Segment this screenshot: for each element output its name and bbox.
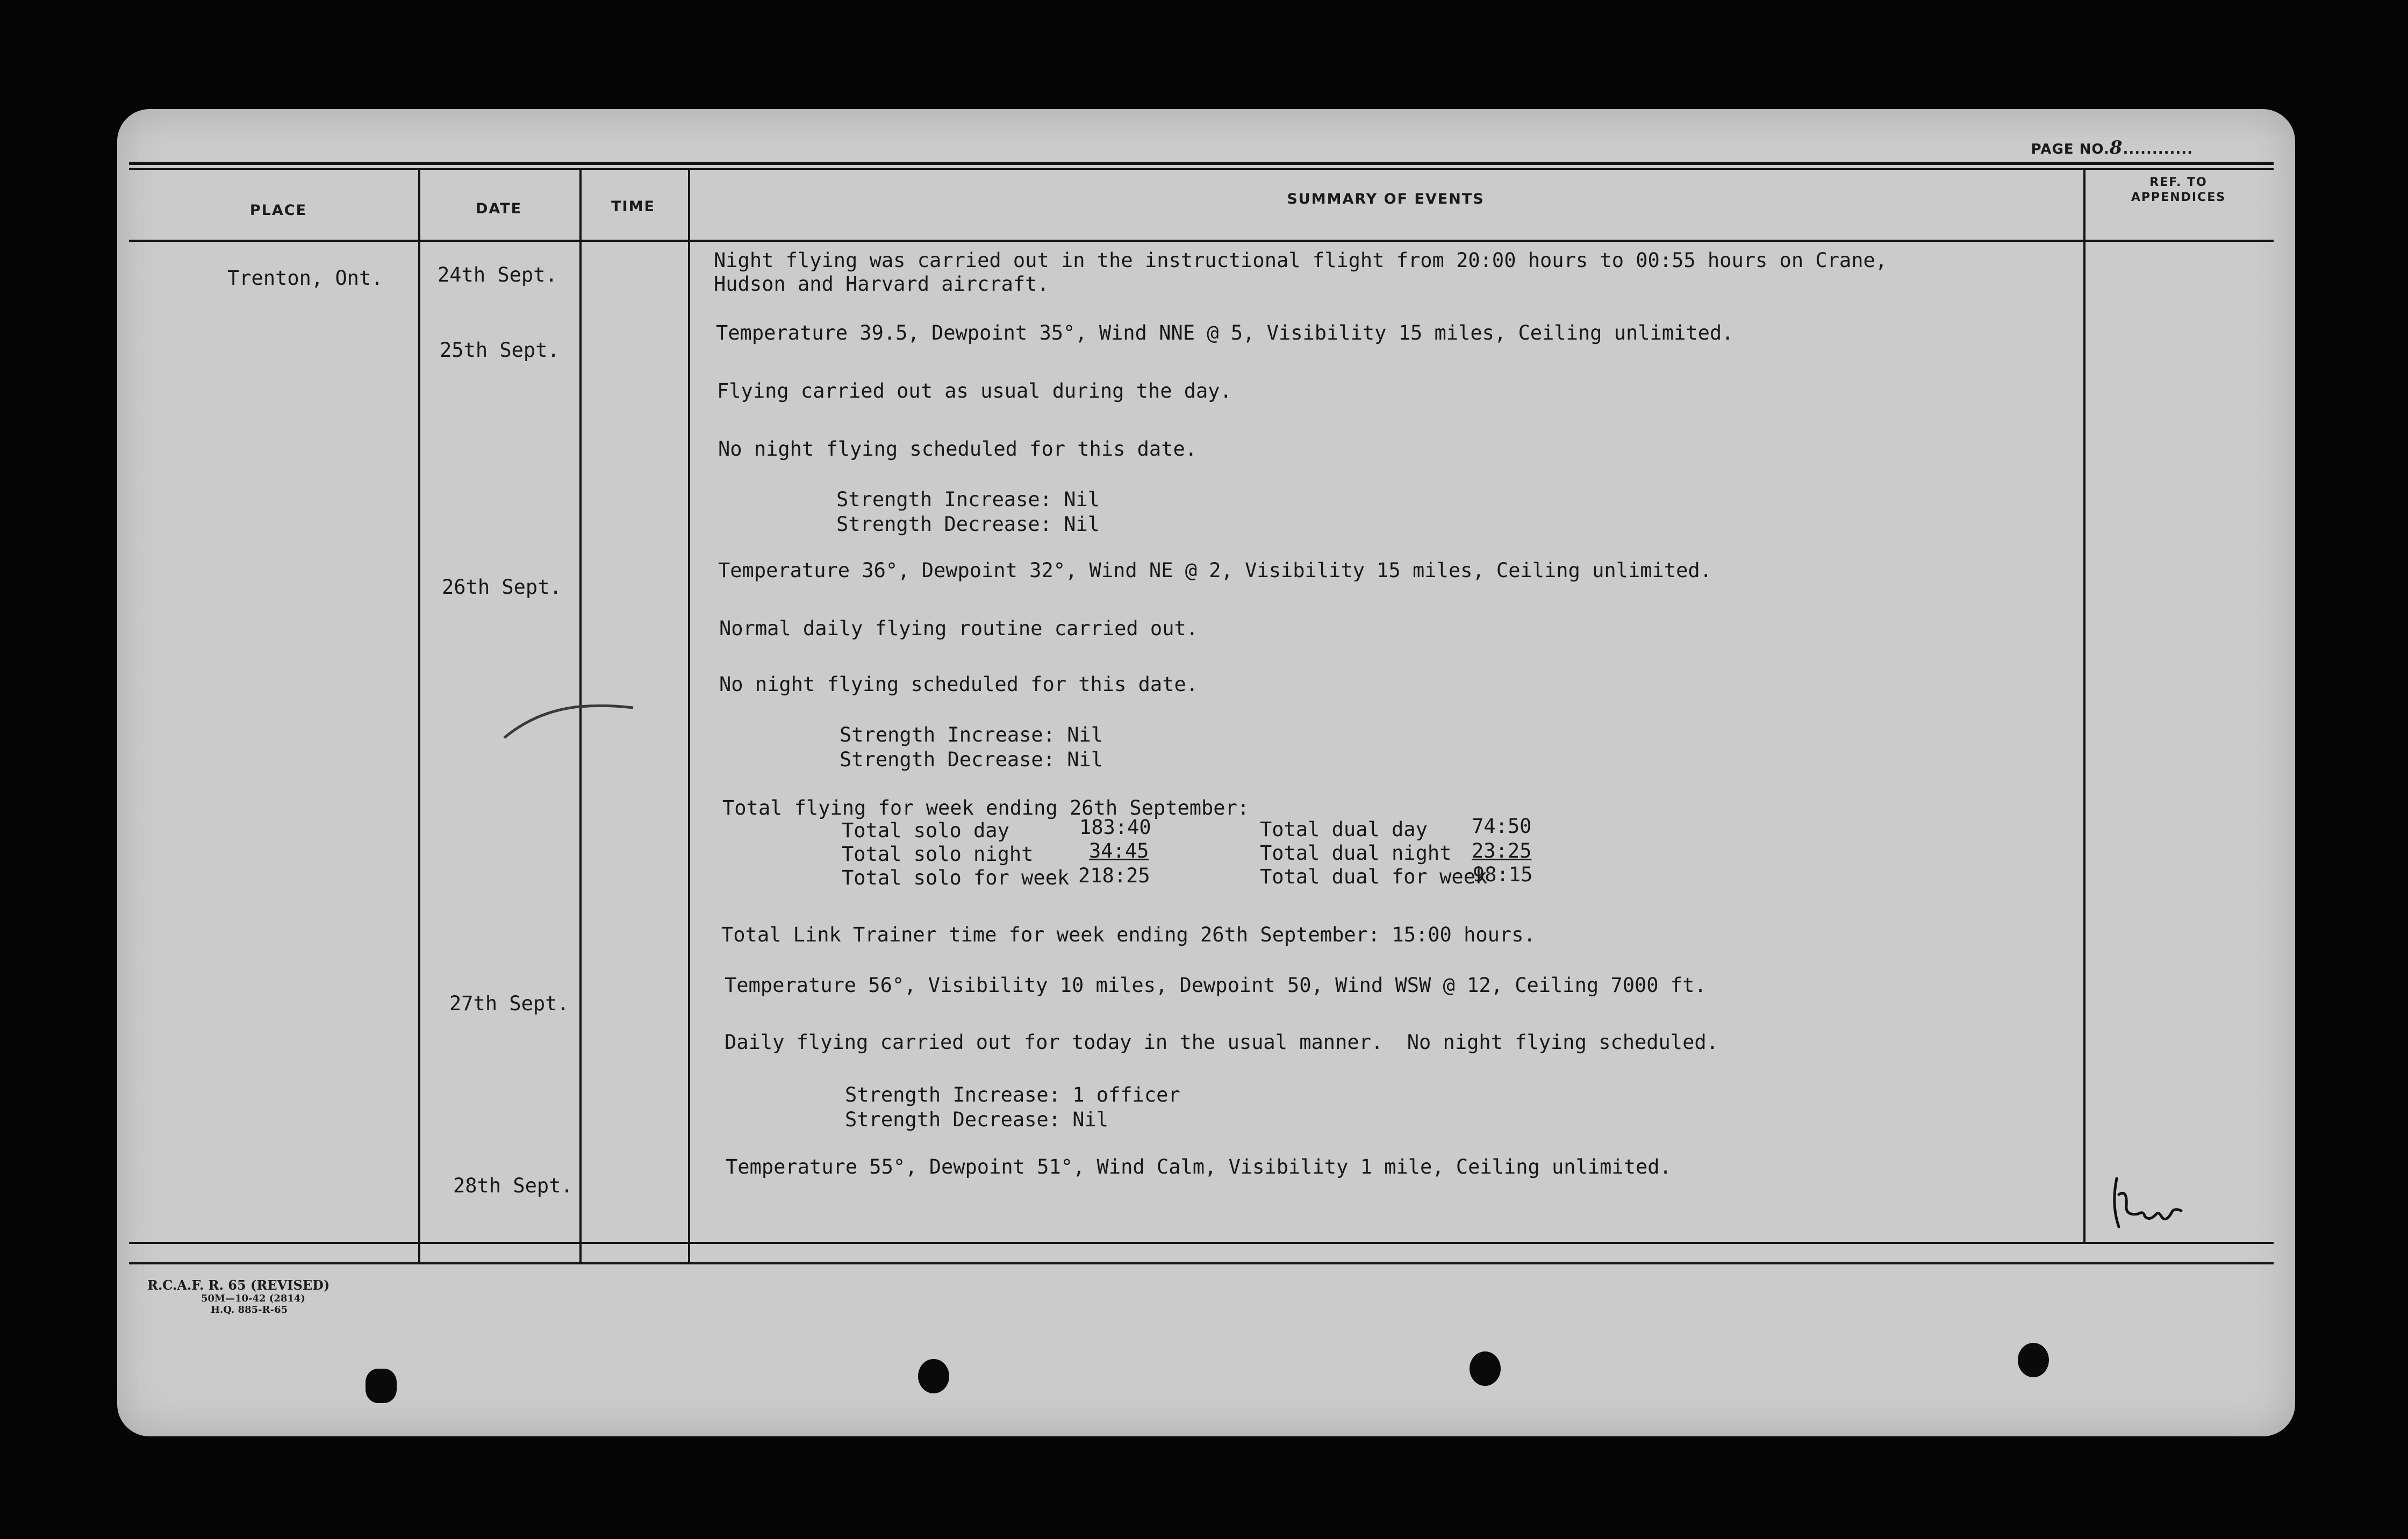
table-bottom-rule (129, 1242, 2274, 1244)
entry-26-weather: Temperature 36°, Dewpoint 32°, Wind NE @ 2, Visibility 15 miles, Ceiling unlimited. (718, 559, 1712, 582)
column-header-ref-line2: APPENDICES (2131, 191, 2226, 204)
weekly-totals-title: Total flying for week ending 26th September: (722, 796, 1250, 819)
date-25-sept: 25th Sept. (440, 339, 560, 362)
dual-day-label: Total dual day (1260, 818, 1428, 841)
page-number: PAGE NO.8............ (2031, 137, 2193, 159)
header-bottom-rule (129, 240, 2274, 242)
entry-24-line-1: Night flying was carried out in the instructional flight from 20:00 hours to 00:55 hours on Crane, (714, 249, 1888, 272)
entry-26-flying: Normal daily flying routine carried out. (719, 617, 1199, 640)
entry-25-strength-increase: Strength Increase: Nil (836, 488, 1100, 511)
solo-day-value: 183:40 (1079, 816, 1151, 839)
column-header-time: TIME (611, 198, 655, 215)
entry-26-night: No night flying scheduled for this date. (719, 673, 1199, 696)
column-header-date: DATE (475, 200, 522, 217)
date-26-sept: 26th Sept. (442, 576, 562, 599)
column-divider-time-summary (688, 168, 690, 1263)
solo-week-value: 218:25 (1078, 864, 1150, 887)
form-reference-line-2: 50M—10-42 (2814) (201, 1293, 305, 1304)
column-divider-place-date (418, 168, 420, 1263)
top-rule-thin (129, 168, 2274, 170)
entry-25-strength-decrease: Strength Decrease: Nil (836, 513, 1100, 536)
entry-25-flying: Flying carried out as usual during the day. (717, 379, 1232, 402)
solo-night-value: 34:45 (1089, 839, 1149, 862)
page-number-label: PAGE NO. (2031, 141, 2110, 157)
punch-hole-4 (2018, 1343, 2049, 1377)
form-bottom-rule (129, 1262, 2274, 1264)
solo-night-label: Total solo night (842, 843, 1034, 866)
column-header-place: PLACE (249, 202, 307, 219)
entry-24-line-2: Hudson and Harvard aircraft. (714, 272, 1049, 296)
link-trainer-total: Total Link Trainer time for week ending 26th September: 15:00 hours. (721, 923, 1536, 946)
entry-27-strength-increase: Strength Increase: 1 officer (845, 1083, 1180, 1106)
diary-form-card (117, 109, 2295, 1436)
form-reference (147, 1277, 329, 1315)
punch-hole-3 (1470, 1351, 1501, 1386)
punch-hole-1 (366, 1369, 397, 1403)
page-number-value: 8 (2109, 137, 2123, 159)
entry-28-weather: Temperature 55°, Dewpoint 51°, Wind Calm, Visibility 1 mile, Ceiling unlimited. (726, 1155, 1672, 1178)
date-28-sept: 28th Sept. (453, 1174, 573, 1197)
column-header-ref-line1: REF. TO (2149, 176, 2208, 189)
dual-night-label: Total dual night (1260, 842, 1452, 865)
handwritten-initials (2106, 1173, 2192, 1232)
date-27-sept: 27th Sept. (449, 992, 569, 1015)
entry-26-strength-increase: Strength Increase: Nil (840, 723, 1103, 746)
column-divider-summary-ref (2083, 168, 2086, 1244)
entry-25-night: No night flying scheduled for this date. (718, 437, 1198, 461)
top-rule-thick (129, 162, 2274, 165)
dual-week-value: 98:15 (1473, 863, 1533, 886)
entry-27-strength-decrease: Strength Decrease: Nil (845, 1108, 1109, 1131)
entry-26-strength-decrease: Strength Decrease: Nil (840, 748, 1103, 771)
column-header-summary: SUMMARY OF EVENTS (1287, 191, 1485, 207)
form-reference-line-1: R.C.A.F. R. 65 (REVISED) (147, 1277, 330, 1293)
form-reference-line-3: H.Q. 885-R-65 (211, 1304, 288, 1315)
place-entry: Trenton, Ont. (227, 267, 383, 290)
dual-day-value: 74:50 (1472, 815, 1532, 838)
dual-night-value: 23:25 (1472, 839, 1532, 862)
entry-27-weather: Temperature 56°, Visibility 10 miles, Dewpoint 50, Wind WSW @ 12, Ceiling 7000 ft. (725, 974, 1707, 997)
entry-25-weather: Temperature 39.5, Dewpoint 35°, Wind NNE @ 5, Visibility 15 miles, Ceiling unlimited. (716, 321, 1734, 344)
entry-27-flying: Daily flying carried out for today in the usual manner. No night flying scheduled. (725, 1031, 1718, 1054)
date-24-sept: 24th Sept. (438, 263, 557, 286)
solo-week-label: Total solo for week (842, 866, 1070, 889)
dual-week-label: Total dual for week (1260, 865, 1488, 888)
pencil-mark (499, 695, 639, 743)
solo-day-label: Total solo day (842, 819, 1009, 842)
punch-hole-2 (918, 1359, 949, 1393)
